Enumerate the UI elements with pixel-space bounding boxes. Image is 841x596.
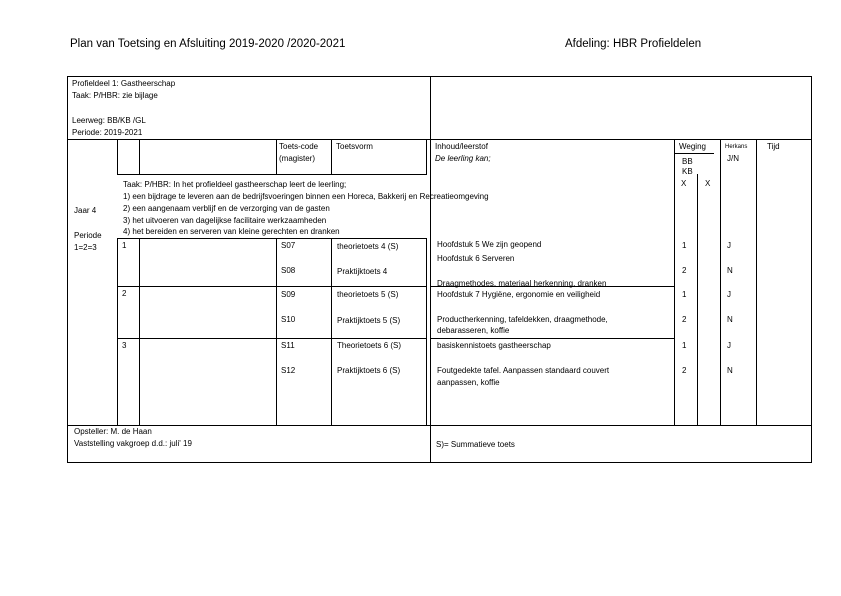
col-herkans-jn: J/N	[727, 154, 739, 163]
legend-label: S)= Summatieve toets	[436, 440, 515, 449]
taak-text-line: 4) het bereiden en serveren van kleine gerechten en dranken	[123, 227, 340, 236]
taak-text-line: 1) een bijdrage te leveren aan de bedrijfsvoeringen binnen een Horeca, Bakkerij en Recreatieomgeving	[123, 192, 489, 201]
row-vorm: theorietoets 5 (S)	[337, 290, 399, 299]
row-code: S10	[281, 315, 296, 324]
profieldeel-label: Profieldeel 1: Gastheerschap	[72, 79, 176, 88]
taak-text-line: 3) het uitvoeren van dagelijkse facilitaire werkzaamheden	[123, 216, 327, 225]
row-inhoud: Productherkenning, tafeldekken, draagmethode,	[437, 315, 608, 324]
row-code: S08	[281, 266, 296, 275]
row-code: S07	[281, 241, 296, 250]
department-label: Afdeling: HBR Profieldelen	[565, 38, 702, 50]
row-inhoud: Hoofdstuk 5 We zijn geopend	[437, 240, 542, 249]
row-herkans: N	[727, 366, 733, 375]
row-periode: 3	[122, 341, 127, 350]
row-periode: 2	[122, 289, 127, 298]
col-weging-bb: BB	[682, 157, 693, 166]
row-weging: 2	[682, 266, 687, 275]
col-herkans: Herkans	[725, 144, 748, 150]
row-vorm: Theorietoets 6 (S)	[337, 341, 402, 350]
mark-x-kb: X	[705, 179, 711, 188]
row-code: S11	[281, 341, 295, 350]
row-periode: 1	[122, 241, 127, 250]
leerweg-label: Leerweg: BB/KB /GL	[72, 116, 146, 125]
periode-value: 1=2=3	[74, 243, 97, 252]
col-toetsvorm: Toetsvorm	[336, 142, 373, 151]
row-code: S09	[281, 290, 296, 299]
row-vorm: theorietoets 4 (S)	[337, 242, 399, 251]
row-herkans: N	[727, 315, 733, 324]
periode-label: Periode	[74, 231, 102, 240]
periode-range-label: Periode: 2019-2021	[72, 128, 143, 137]
row-weging: 2	[682, 366, 687, 375]
row-inhoud: Hoofdstuk 6 Serveren	[437, 254, 515, 263]
row-weging: 2	[682, 315, 687, 324]
taak-label: Taak: P/HBR: zie bijlage	[72, 91, 158, 100]
document-title: Plan van Toetsing en Afsluiting 2019-2020 /2020-2021	[70, 38, 346, 50]
row-weging: 1	[682, 241, 687, 250]
row-code: S12	[281, 366, 296, 375]
row-inhoud: debarasseren, koffie	[437, 326, 510, 335]
row-herkans: N	[727, 266, 733, 275]
row-weging: 1	[682, 341, 687, 350]
row-herkans: J	[727, 290, 731, 299]
row-vorm: Praktijktoets 4	[337, 267, 388, 276]
col-toetscode: Toets-code	[279, 142, 319, 151]
row-inhoud: Foutgedekte tafel. Aanpassen standaard couvert	[437, 366, 610, 375]
jaar-label: Jaar 4	[74, 206, 97, 215]
col-weging-kb: KB	[682, 167, 693, 176]
row-herkans: J	[727, 341, 731, 350]
col-inhoud-sub: De leerling kan;	[435, 154, 491, 163]
row-vorm: Praktijktoets 5 (S)	[337, 316, 401, 325]
taak-text-line: 2) een aangenaam verblijf en de verzorging van de gasten	[123, 204, 330, 213]
row-weging: 1	[682, 290, 687, 299]
col-tijd: Tijd	[767, 142, 780, 151]
row-inhoud: aanpassen, koffie	[437, 378, 500, 387]
col-inhoud: Inhoud/leerstof	[435, 142, 488, 151]
col-toetscode-sub: (magister)	[279, 154, 316, 163]
opsteller-label: Opsteller: M. de Haan	[74, 427, 152, 436]
vaststelling-label: Vaststelling vakgroep d.d.: juli' 19	[74, 439, 192, 448]
col-weging: Weging	[679, 142, 706, 151]
row-inhoud: Draagmethodes, materiaal herkenning, dranken	[437, 279, 607, 288]
row-inhoud: basiskennistoets gastheerschap	[437, 341, 551, 350]
row-inhoud: Hoofdstuk 7 Hygiëne, ergonomie en veiligheid	[437, 290, 601, 299]
taak-text-line: Taak: P/HBR: In het profieldeel gastheerschap leert de leerling;	[123, 180, 347, 189]
row-vorm: Praktijktoets 6 (S)	[337, 366, 401, 375]
mark-x-bb: X	[681, 179, 687, 188]
row-herkans: J	[727, 241, 731, 250]
